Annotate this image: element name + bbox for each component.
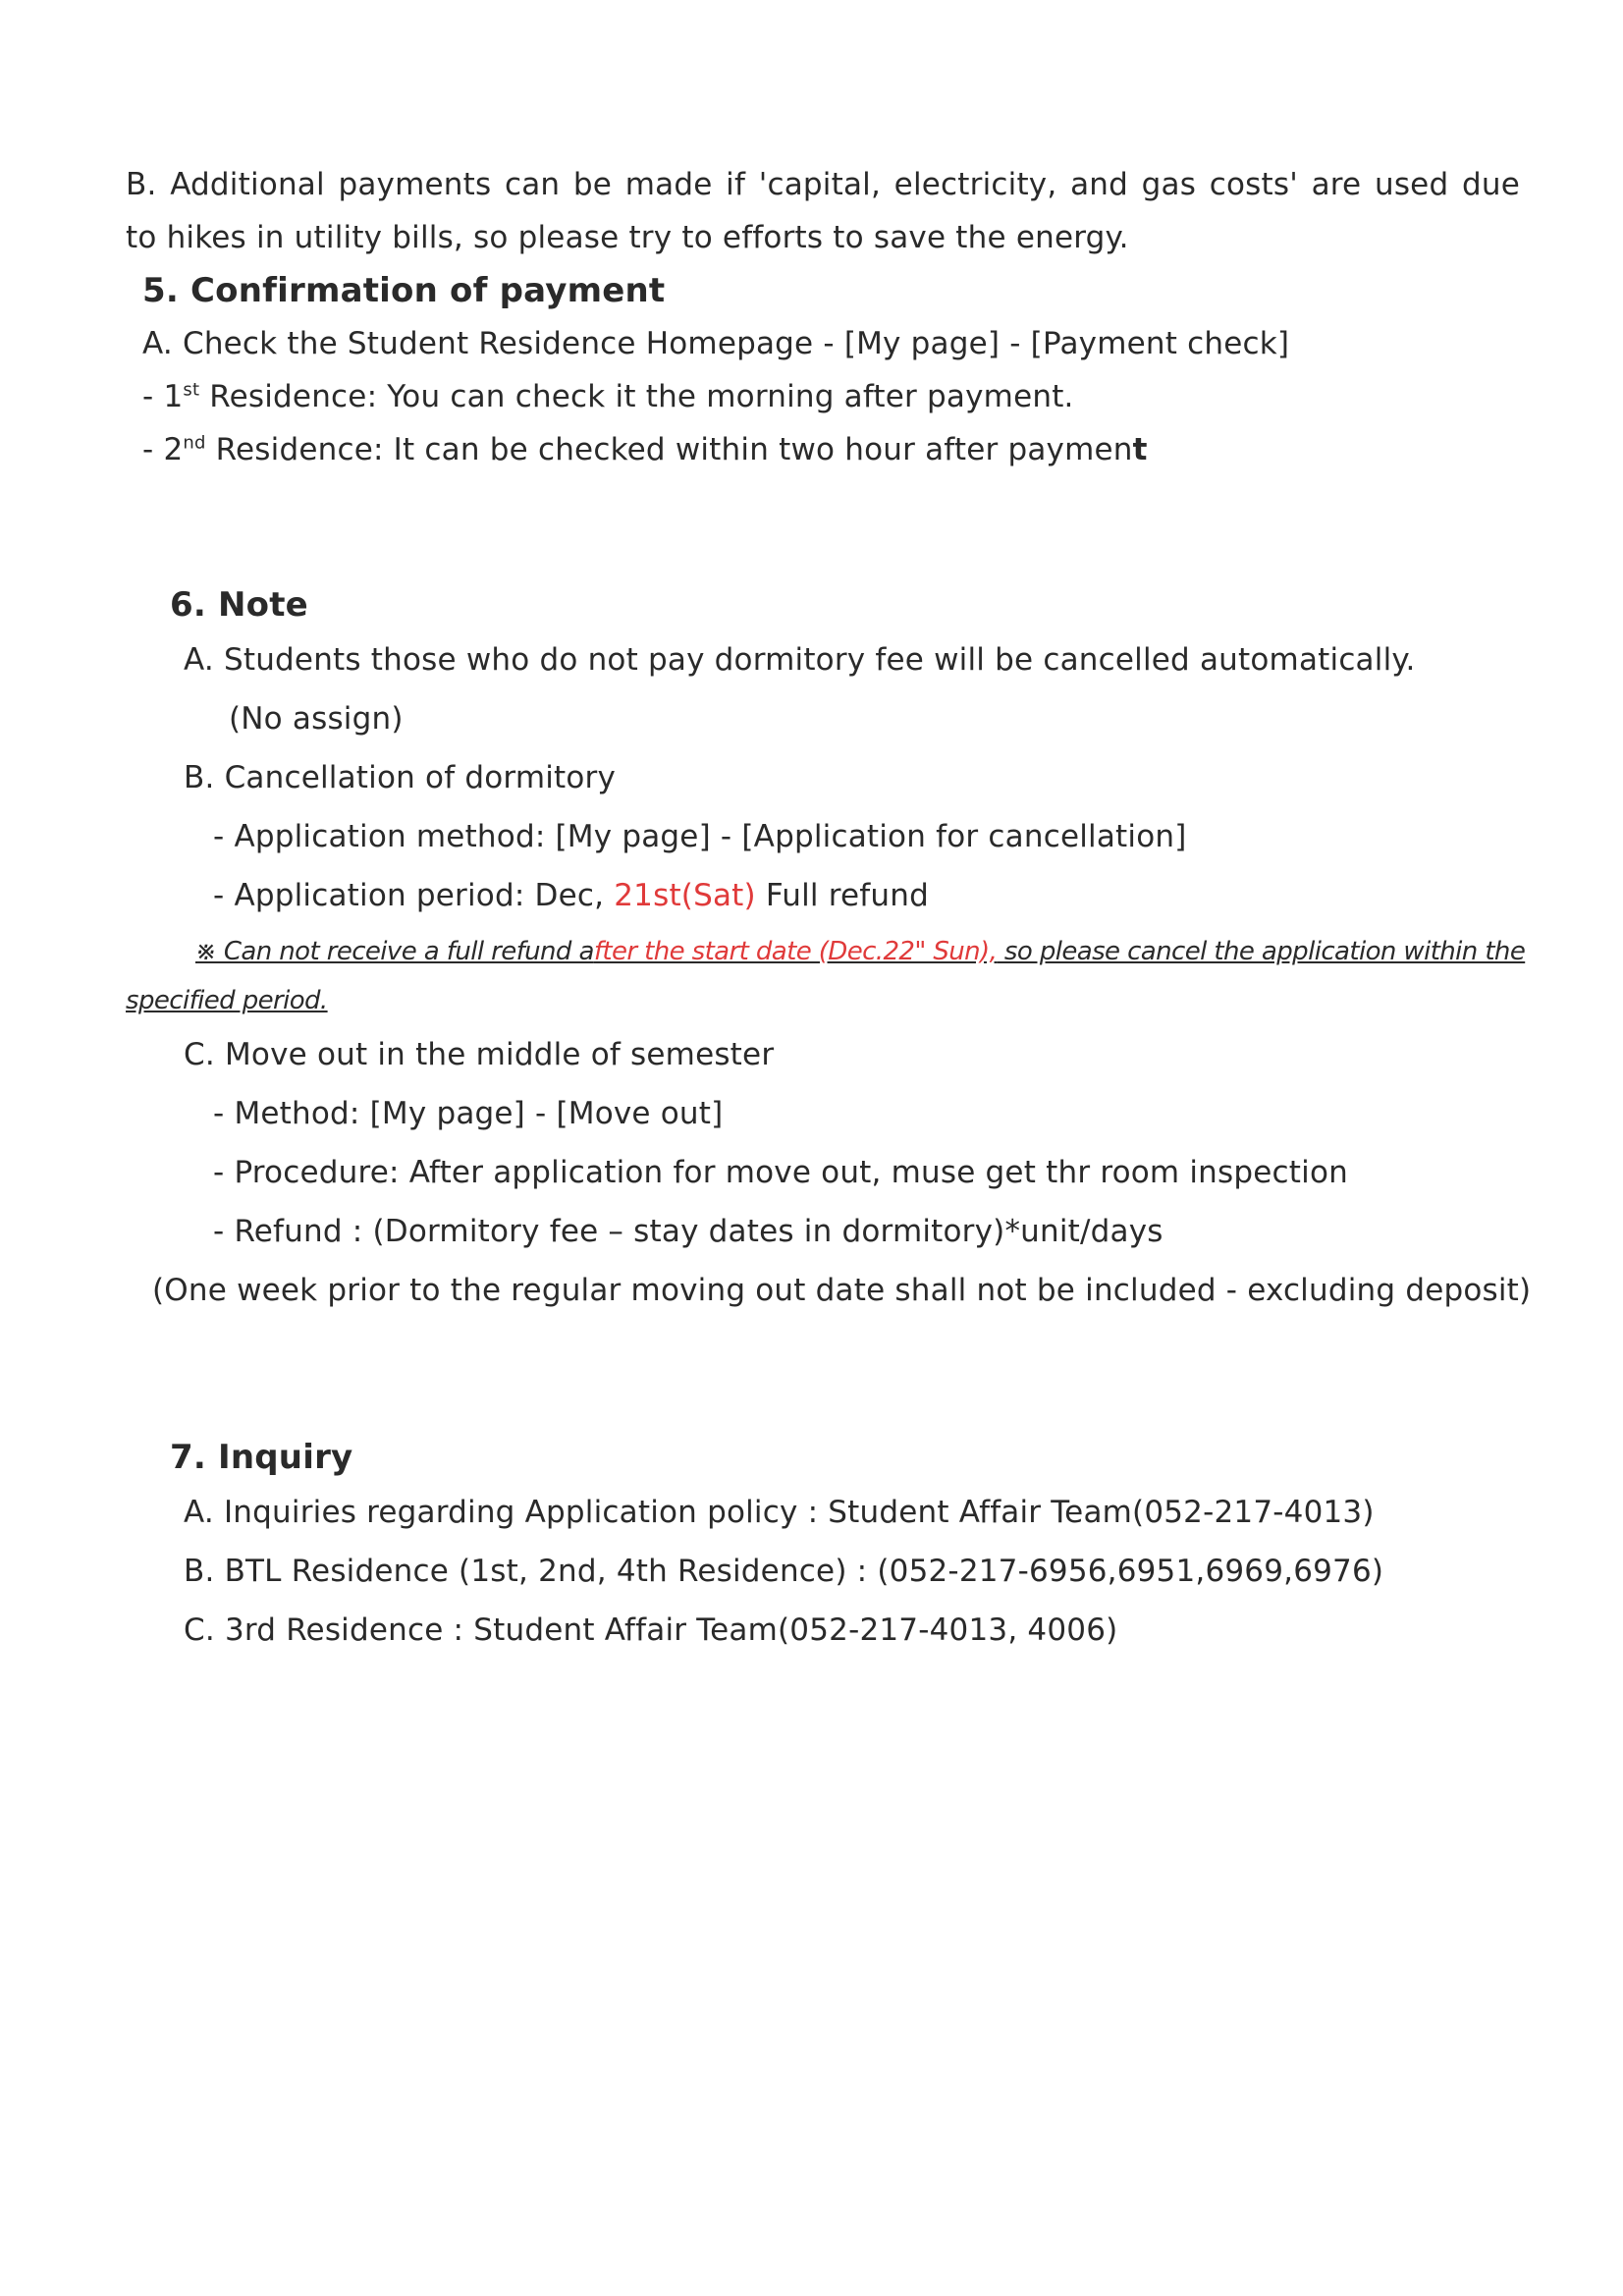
sec6-item-b: B. Cancellation of dormitory (184, 760, 617, 795)
sec5-residence-1: - 1st Residence: You can check it the morning after payment. (142, 379, 1074, 414)
refund-notice-line2: specified period. (126, 986, 328, 1015)
refund-notice: ※ Can not receive a full refund after the start date (Dec.22" Sun), so please cancel the application within the (195, 937, 1526, 966)
sec4b-word: be (572, 167, 613, 202)
sec6-item-c2: - Procedure: After application for move out, muse get thr room inspection (213, 1155, 1348, 1190)
sec4b-word: gas (1141, 167, 1197, 202)
sec5-residence-2: - 2nd Residence: It can be checked within two hour after payment (142, 432, 1148, 467)
sec7-item-c: C. 3rd Residence : Student Affair Team(052-217-4013, 4006) (184, 1613, 1118, 1648)
section-5-title: 5. Confirmation of payment (142, 271, 666, 310)
sec4b-word: payments (338, 167, 492, 202)
sec4b-word: can (504, 167, 561, 202)
section-6-title: 6. Note (170, 585, 308, 625)
sec6-item-b1: - Application method: [My page] - [Application for cancellation] (213, 819, 1187, 854)
sec4b-word: are (1311, 167, 1362, 202)
sec4b-word: electricity, (893, 167, 1057, 202)
sec4b-word: made (624, 167, 713, 202)
sec4b-word: due (1462, 167, 1520, 202)
sec5-item-a: A. Check the Student Residence Homepage - [My page] - [Payment check] (142, 326, 1290, 361)
sec6-item-c4: (One week prior to the regular moving out date shall not be included - excluding deposit) (152, 1273, 1532, 1308)
sec4b-line2: to hikes in utility bills, so please try to efforts to save the energy. (126, 220, 1129, 255)
sec4b-word: Additional (170, 167, 325, 202)
sec4b-word: if (726, 167, 746, 202)
sec7-item-a: A. Inquiries regarding Application policy : Student Affair Team(052-217-4013) (184, 1495, 1375, 1530)
sec4b-word: B. (126, 167, 157, 202)
sec4b-word: and (1070, 167, 1128, 202)
sec6-item-a-note: (No assign) (229, 701, 404, 737)
section-7-title: 7. Inquiry (170, 1438, 353, 1477)
sec4b-word: costs' (1209, 167, 1298, 202)
sec6-item-b2: - Application period: Dec, 21st(Sat) Full refund (213, 878, 929, 913)
sec7-item-b: B. BTL Residence (1st, 2nd, 4th Residence) : (052-217-6956,6951,6969,6976) (184, 1554, 1384, 1589)
sec4b-line1 (126, 165, 1520, 204)
sec6-item-c1: - Method: [My page] - [Move out] (213, 1096, 724, 1131)
sec4b-word: used (1374, 167, 1449, 202)
sec6-item-c3: - Refund : (Dormitory fee – stay dates in dormitory)*unit/days (213, 1214, 1163, 1249)
sec6-item-c: C. Move out in the middle of semester (184, 1037, 775, 1072)
sec4b-word: 'capital, (758, 167, 882, 202)
sec6-item-a: A. Students those who do not pay dormitory fee will be cancelled automatically. (184, 642, 1416, 678)
